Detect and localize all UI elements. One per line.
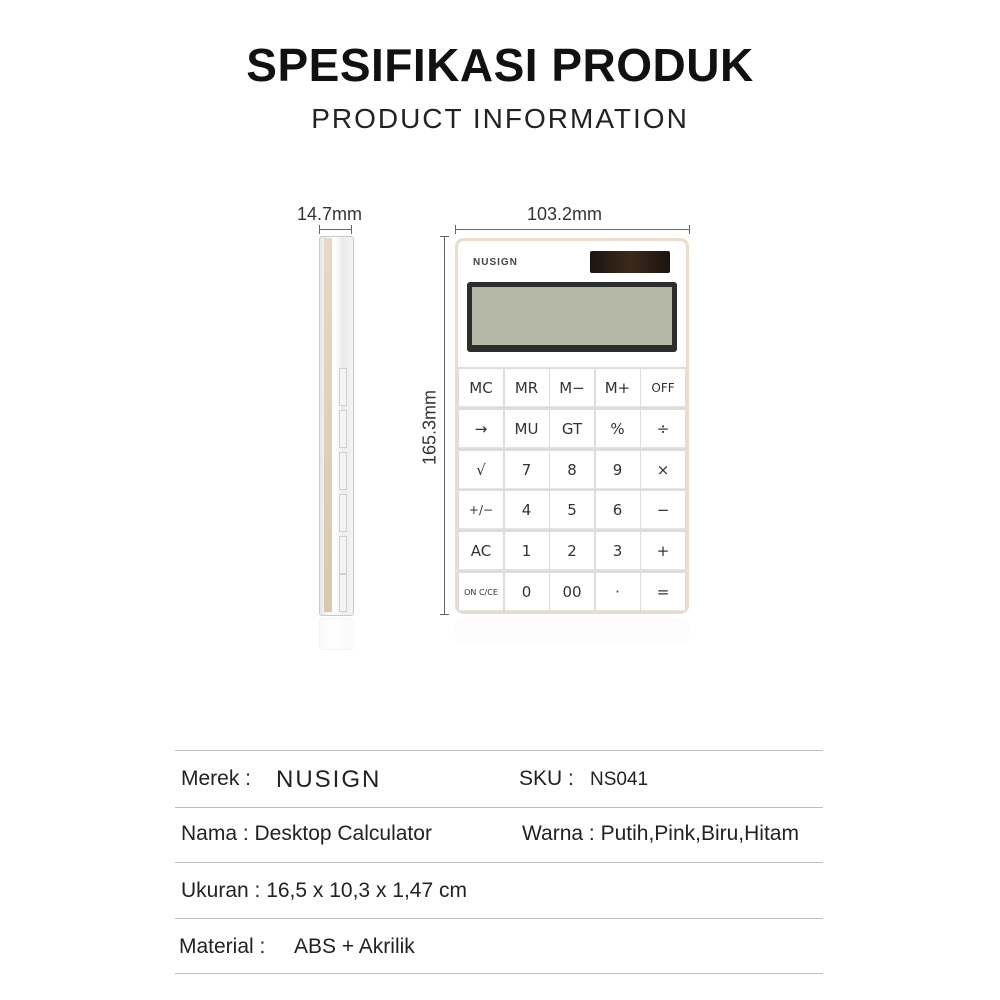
width-dimension-tick-right <box>689 225 690 234</box>
table-divider <box>175 807 823 808</box>
page-title: SPESIFIKASI PRODUK <box>246 39 754 91</box>
color-spec: Warna : Putih,Pink,Biru,Hitam <box>522 822 799 845</box>
key-5: → <box>459 410 503 448</box>
key-9: ÷ <box>641 410 685 448</box>
side-key <box>339 410 347 448</box>
side-key <box>339 368 347 406</box>
size-spec: Ukuran : 16,5 x 10,3 x 1,47 cm <box>181 879 467 902</box>
calculator-side-edge <box>324 238 332 612</box>
calculator-brand-logo: NUSIGN <box>473 257 518 268</box>
height-dimension-label: 165.3mm <box>419 389 440 466</box>
key-18: 6 <box>596 491 640 529</box>
key-0: MC <box>459 369 503 407</box>
key-13: 9 <box>596 451 640 489</box>
key-4: OFF <box>641 369 685 407</box>
key-16: 4 <box>505 491 549 529</box>
key-6: MU <box>505 410 549 448</box>
key-28: · <box>596 573 640 611</box>
depth-dimension-label: 14.7mm <box>297 204 363 224</box>
key-22: 2 <box>550 532 594 570</box>
depth-dimension-tick-left <box>319 225 320 234</box>
table-divider <box>175 862 823 863</box>
key-26: 0 <box>505 573 549 611</box>
keypad <box>458 368 686 612</box>
table-divider <box>175 973 823 974</box>
material-label: Material : <box>179 935 266 958</box>
width-dimension-label: 103.2mm <box>527 204 603 224</box>
key-24: + <box>641 532 685 570</box>
key-11: 7 <box>505 451 549 489</box>
key-1: MR <box>505 369 549 407</box>
side-reflection <box>319 618 354 650</box>
key-19: − <box>641 491 685 529</box>
brand-label: Merek : <box>181 767 252 790</box>
material-value: ABS + Akrilik <box>294 935 415 958</box>
key-7: GT <box>550 410 594 448</box>
height-dimension-tick-top <box>440 236 449 237</box>
brand-logo: NUSIGN <box>276 766 382 793</box>
key-3: M+ <box>596 369 640 407</box>
width-dimension-tick-left <box>455 225 456 234</box>
side-key <box>339 494 347 532</box>
width-dimension-line <box>455 229 690 230</box>
table-divider <box>175 750 823 751</box>
lcd-display <box>472 287 672 345</box>
key-14: × <box>641 451 685 489</box>
key-12: 8 <box>550 451 594 489</box>
name-spec: Nama : Desktop Calculator <box>181 822 432 845</box>
sku-label: SKU : <box>519 767 574 790</box>
key-17: 5 <box>550 491 594 529</box>
key-29: = <box>641 573 685 611</box>
key-8: % <box>596 410 640 448</box>
page-subtitle: PRODUCT INFORMATION <box>311 103 689 134</box>
height-dimension-tick-bottom <box>440 614 449 615</box>
key-20: AC <box>459 532 503 570</box>
solar-panel <box>590 251 670 273</box>
key-2: M− <box>550 369 594 407</box>
depth-dimension-line <box>319 229 352 230</box>
key-23: 3 <box>596 532 640 570</box>
calculator-reflection <box>455 618 689 644</box>
key-21: 1 <box>505 532 549 570</box>
height-dimension-line <box>444 236 445 615</box>
depth-dimension-tick-right <box>351 225 352 234</box>
key-10: √ <box>459 451 503 489</box>
side-key <box>339 536 347 574</box>
side-key <box>339 452 347 490</box>
table-divider <box>175 918 823 919</box>
key-15: +/− <box>459 491 503 529</box>
key-25: ON C/CE <box>459 573 503 611</box>
key-27: 00 <box>550 573 594 611</box>
side-key <box>339 574 347 612</box>
sku-value: NS041 <box>590 769 649 790</box>
